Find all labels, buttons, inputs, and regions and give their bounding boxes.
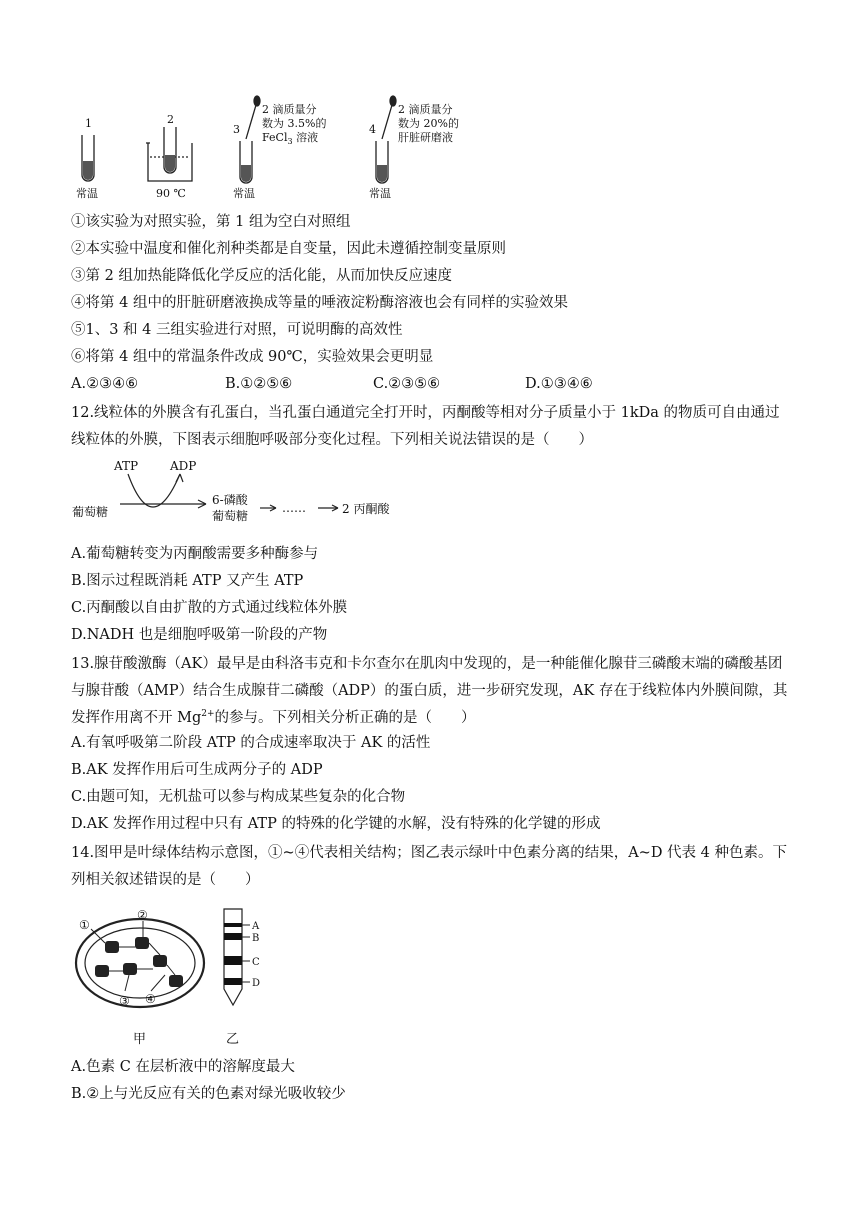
- q11-option-a[interactable]: A.②③④⑥: [71, 376, 139, 392]
- tube-3-label-line1: 2 滴质量分: [262, 103, 317, 116]
- tube-4-number: 4: [369, 123, 376, 136]
- q11-item-4: ④将第 4 组中的肝脏研磨液换成等量的唾液淀粉酶溶液也会有同样的实验效果: [71, 295, 568, 311]
- label-4: ④: [145, 992, 156, 1006]
- q11-item-2: ②本实验中温度和催化剂种类都是自变量，因此未遵循控制变量原则: [71, 241, 506, 257]
- q11-option-b[interactable]: B.①②⑤⑥: [225, 376, 293, 392]
- atp-label: ATP: [114, 459, 139, 473]
- caption-yi: 乙: [226, 1032, 240, 1047]
- dots-label: ……: [282, 501, 306, 515]
- glycolysis-diagram: [70, 452, 450, 534]
- tube-4-temp: 常温: [369, 187, 391, 200]
- tube-3-number: 3: [233, 123, 240, 136]
- tube-2-number: 2: [167, 113, 174, 126]
- tube-3-label-line2: 数为 3.5%的: [262, 117, 327, 130]
- label-1: ①: [79, 918, 90, 932]
- q11-item-3: ③第 2 组加热能降低化学反应的活化能，从而加快反应速度: [71, 268, 452, 284]
- q14-option-a[interactable]: A.色素 C 在层析液中的溶解度最大: [71, 1059, 295, 1075]
- tube-4-label-line2: 数为 20%的: [398, 117, 459, 130]
- q12-option-a[interactable]: A.葡萄糖转变为丙酮酸需要多种酶参与: [71, 546, 319, 562]
- q12-stem: 12.线粒体的外膜含有孔蛋白，当孔蛋白通道完全打开时，丙酮酸等相对分子质量小于 1kDa 的物质可自由通过线粒体的外膜，下图表示细胞呼吸部分变化过程。下列相关说法错误的是（ ）: [71, 405, 780, 448]
- q14-stem: 14.图甲是叶绿体结构示意图，①~④代表相关结构；图乙表示绿叶中色素分离的结果，A~D 代表 4 种色素。下列相关叙述错误的是（ ）: [71, 845, 788, 888]
- g6p-label-line1: 6-磷酸: [212, 493, 248, 507]
- q12-option-c[interactable]: C.丙酮酸以自由扩散的方式通过线粒体外膜: [71, 600, 348, 616]
- band-label-b: B: [252, 933, 260, 944]
- q13-stem: 13.腺苷酸激酶（AK）最早是由科洛韦克和卡尔查尔在肌肉中发现的，是一种能催化腺苷三磷酸末端的磷酸基团与腺苷酸（AMP）结合生成腺苷二磷酸（ADP）的蛋白质，进一步研究发现，AK 存在于线粒体内外膜间隙，其发挥作用离不开 $Mg^{2+}$的参与。下列相关分析正确的是（ ）: [71, 656, 788, 726]
- g6p-label-line2: 葡萄糖: [212, 509, 249, 523]
- q14-option-b[interactable]: B.②上与光反应有关的色素对绿光吸收较少: [71, 1086, 346, 1102]
- tube-4-label-line3: 肝脏研磨液: [398, 131, 453, 144]
- q11-item-1: ①该实验为对照实验，第 1 组为空白对照组: [71, 214, 351, 230]
- test-tube-figure: [70, 95, 470, 205]
- caption-jia: 甲: [133, 1032, 147, 1047]
- adp-label: ADP: [170, 459, 197, 473]
- pigment-strip-figure: [210, 905, 280, 1055]
- band-label-c: C: [252, 957, 260, 968]
- tube-3-temp: 常温: [233, 187, 255, 200]
- band-label-d: D: [252, 978, 261, 989]
- q13-option-a[interactable]: A.有氧呼吸第二阶段 ATP 的合成速率取决于 AK 的活性: [71, 735, 431, 751]
- q13-option-d[interactable]: D.AK 发挥作用过程中只有 ATP 的特殊的化学键的水解，没有特殊的化学键的形成: [71, 816, 601, 832]
- q11-option-c[interactable]: C.②③⑤⑥: [373, 376, 441, 392]
- tube-1-number: 1: [85, 117, 92, 130]
- label-2: ②: [137, 908, 148, 922]
- q11-item-6: ⑥将第 4 组中的常温条件改成 90℃，实验效果会更明显: [71, 349, 434, 365]
- q13-option-c[interactable]: C.由题可知，无机盐可以参与构成某些复杂的化合物: [71, 789, 406, 805]
- tube-4-label-line1: 2 滴质量分: [398, 103, 453, 116]
- q11-option-d[interactable]: D.①③④⑥: [525, 376, 593, 392]
- q11-options: [71, 373, 593, 395]
- q13-option-b[interactable]: B.AK 发挥作用后可生成两分子的 ADP: [71, 762, 323, 778]
- label-3: ③: [119, 994, 130, 1008]
- tube-2-temp: 90 ℃: [156, 187, 186, 200]
- tube-3-label-line3: FeCl$_3$ 溶液: [262, 131, 319, 146]
- pyruvate-label: 2 丙酮酸: [342, 502, 390, 516]
- glucose-label: 葡萄糖: [72, 505, 109, 519]
- chloroplast-figure: [65, 903, 225, 1053]
- band-label-a: A: [252, 921, 260, 932]
- q12-option-d[interactable]: D.NADH 也是细胞呼吸第一阶段的产物: [71, 627, 328, 643]
- tube-1-temp: 常温: [76, 187, 98, 200]
- q12-option-b[interactable]: B.图示过程既消耗 ATP 又产生 ATP: [71, 573, 304, 589]
- q11-item-5: ⑤1、3 和 4 三组实验进行对照，可说明酶的高效性: [71, 322, 403, 338]
